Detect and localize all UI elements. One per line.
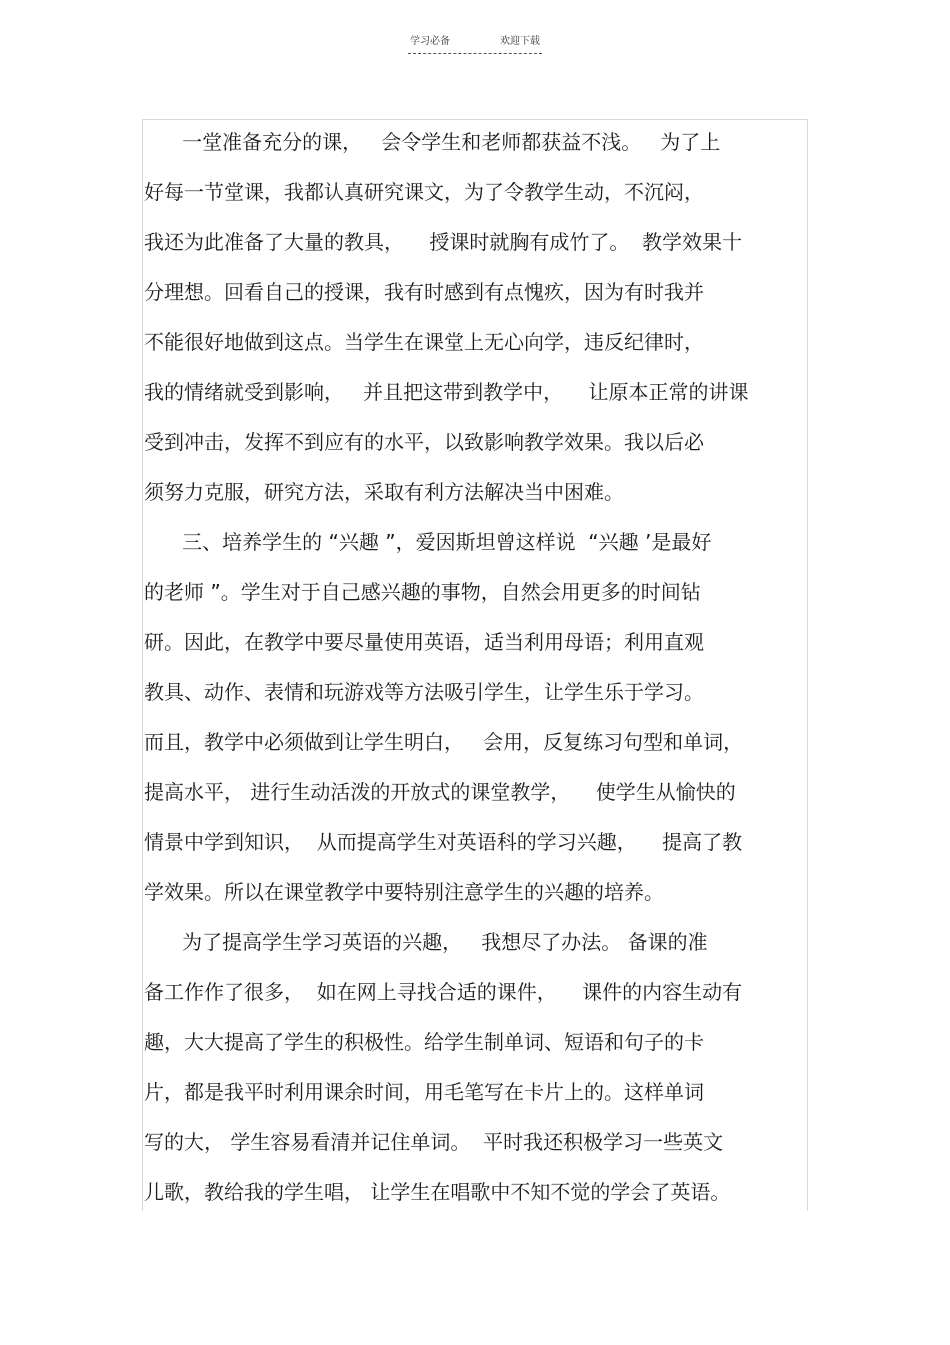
text-line: 我还为此准备了大量的教具， 授课时就胸有成竹了。 教学效果十 <box>144 230 743 254</box>
text-line: 儿歌，教给我的学生唱， 让学生在唱歌中不知不觉的学会了英语。 <box>144 1180 731 1204</box>
text-line: 三、培养学生的 “兴趣 ”，爱因斯坦曾这样说 “兴趣 ’是最好 <box>144 530 712 554</box>
text-line: 提高水平， 进行生动活泼的开放式的课堂教学， 使学生从愉快的 <box>144 780 736 804</box>
header-left-text: 学习必备 <box>410 36 450 47</box>
text-line: 情景中学到知识， 从而提高学生对英语科的学习兴趣， 提高了教 <box>144 830 743 854</box>
text-line: 写的大， 学生容易看清并记住单词。 平时我还积极学习一些英文 <box>144 1130 724 1154</box>
text-line: 为了提高学生学习英语的兴趣， 我想尽了办法。 备课的准 <box>144 930 708 954</box>
text-line: 不能很好地做到这点。当学生在课堂上无心向学，违反纪律时， <box>144 330 704 354</box>
text-line: 学效果。所以在课堂教学中要特别注意学生的兴趣的培养。 <box>144 880 664 904</box>
text-line: 备工作作了很多， 如在网上寻找合适的课件， 课件的内容生动有 <box>144 980 743 1004</box>
text-line: 须努力克服，研究方法，采取有利方法解决当中困难。 <box>144 480 624 504</box>
text-line: 而且，教学中必须做到让学生明白， 会用，反复练习句型和单词， <box>144 730 744 754</box>
header-right-text: 欢迎下载 <box>500 36 540 47</box>
text-line: 好每一节堂课，我都认真研究课文，为了令教学生动，不沉闷， <box>144 180 704 204</box>
text-line: 一堂准备充分的课， 会令学生和老师都获益不浅。 为了上 <box>144 130 721 154</box>
text-line: 研。因此，在教学中要尽量使用英语，适当利用母语；利用直观 <box>144 630 704 654</box>
text-line: 教具、动作、表情和玩游戏等方法吸引学生，让学生乐于学习。 <box>144 680 704 704</box>
page-header <box>408 36 542 54</box>
text-line: 趣，大大提高了学生的积极性。给学生制单词、短语和句子的卡 <box>144 1030 704 1054</box>
text-line: 的老师 ”。学生对于自己感兴趣的事物，自然会用更多的时间钻 <box>144 580 701 604</box>
text-line: 受到冲击，发挥不到应有的水平，以致影响教学效果。我以后必 <box>144 430 704 454</box>
text-line: 分理想。回看自己的授课，我有时感到有点愧疚，因为有时我并 <box>144 280 704 304</box>
text-line: 我的情绪就受到影响， 并且把这带到教学中， 让原本正常的讲课 <box>144 380 749 404</box>
text-line: 片，都是我平时利用课余时间，用毛笔写在卡片上的。这样单词 <box>144 1080 704 1104</box>
